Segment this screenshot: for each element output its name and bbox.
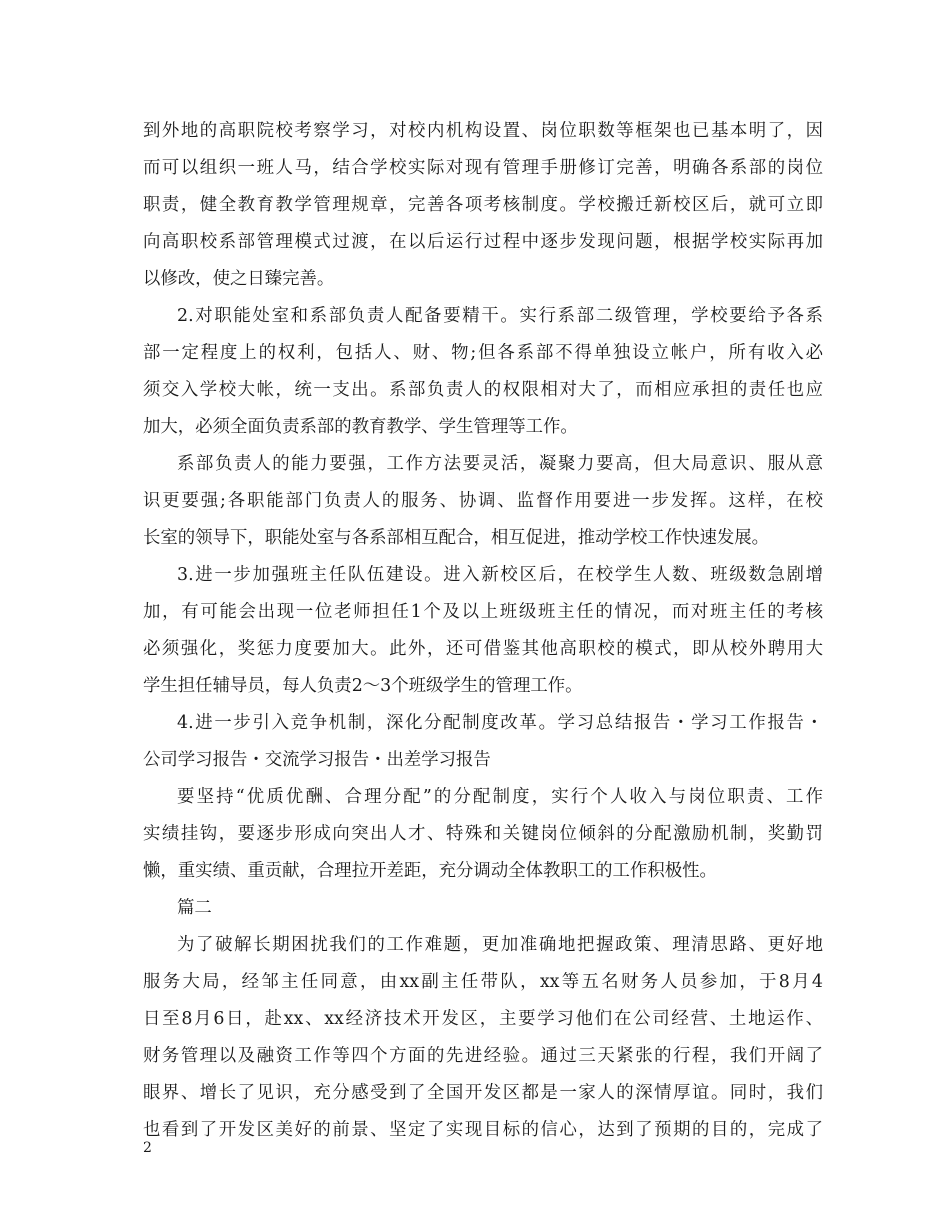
text-line: 懒，重实绩、重贡献，合理拉开差距，充分调动全体教职工的工作积极性。	[143, 861, 717, 881]
page-number: 2	[143, 1140, 152, 1156]
text-line: 必须强化，奖惩力度要加大。此外，还可借鉴其他高职校的模式，即从校外聘用大	[143, 639, 823, 659]
paragraph-first-line: 系部负责人的能力要强，工作方法要灵活，凝聚力要高，但大局意识、服从意	[177, 454, 823, 474]
text-line: 须交入学校大帐，统一支出。系部负责人的权限相对大了，而相应承担的责任也应	[143, 380, 823, 400]
text-line: 部一定程度上的权利，包括人、财、物;但各系部不得单独设立帐户，所有收入必	[143, 343, 823, 363]
text-line: 向高职校系部管理模式过渡，在以后运行过程中逐步发现问题，根据学校实际再加	[143, 232, 823, 252]
text-line: 眼界、增长了见识，充分感受到了全国开发区都是一家人的深情厚谊。同时，我们	[143, 1083, 823, 1103]
text-line: 加大，必须全面负责系部的教育教学、学生管理等工作。	[143, 417, 578, 437]
text-line: 日至8月6日，赴xx、xx经济技术开发区，主要学习他们在公司经营、土地运作、	[143, 1009, 823, 1029]
text-line: 以修改，使之日臻完善。	[143, 269, 335, 289]
paragraph-first-line: 2.对职能处室和系部负责人配备要精干。实行系部二级管理，学校要给予各系	[177, 306, 823, 326]
paragraph-first-line: 要坚持“优质优酬、合理分配”的分配制度，实行个人收入与岗位职责、工作	[177, 787, 823, 807]
text-line: 公司学习报告・交流学习报告・出差学习报告	[143, 750, 491, 770]
text-line: 而可以组织一班人马，结合学校实际对现有管理手册修订完善，明确各系部的岗位	[143, 158, 823, 178]
text-line: 加，有可能会出现一位老师担任1个及以上班级班主任的情况，而对班主任的考核	[143, 602, 823, 622]
text-line: 实绩挂钩，要逐步形成向突出人才、特殊和关键岗位倾斜的分配激励机制，奖勤罚	[143, 824, 823, 844]
text-line: 长室的领导下，职能处室与各系部相互配合，相互促进，推动学校工作快速发展。	[143, 528, 770, 548]
text-line: 服务大局，经邹主任同意，由xx副主任带队，xx等五名财务人员参加，于8月4	[143, 972, 823, 992]
section-heading: 篇二	[177, 898, 212, 918]
text-line: 识更要强;各职能部门负责人的服务、协调、监督作用要进一步发挥。这样，在校	[143, 491, 823, 511]
paragraph-first-line: 为了破解长期困扰我们的工作难题，更加准确地把握政策、理清思路、更好地	[177, 935, 823, 955]
text-line: 到外地的高职院校考察学习，对校内机构设置、岗位职数等框架也已基本明了，因	[143, 121, 823, 141]
paragraph-first-line: 3.进一步加强班主任队伍建设。进入新校区后，在校学生人数、班级数急剧增	[177, 565, 823, 585]
text-line: 也看到了开发区美好的前景、坚定了实现目标的信心，达到了预期的目的，完成了	[143, 1120, 823, 1140]
text-line: 职责，健全教育教学管理规章，完善各项考核制度。学校搬迁新校区后，就可立即	[143, 195, 823, 215]
text-line: 财务管理以及融资工作等四个方面的先进经验。通过三天紧张的行程，我们开阔了	[143, 1046, 823, 1066]
paragraph-first-line: 4.进一步引入竞争机制，深化分配制度改革。学习总结报告・学习工作报告・	[177, 713, 823, 733]
text-line: 学生担任辅导员，每人负责2～3个班级学生的管理工作。	[143, 676, 583, 696]
